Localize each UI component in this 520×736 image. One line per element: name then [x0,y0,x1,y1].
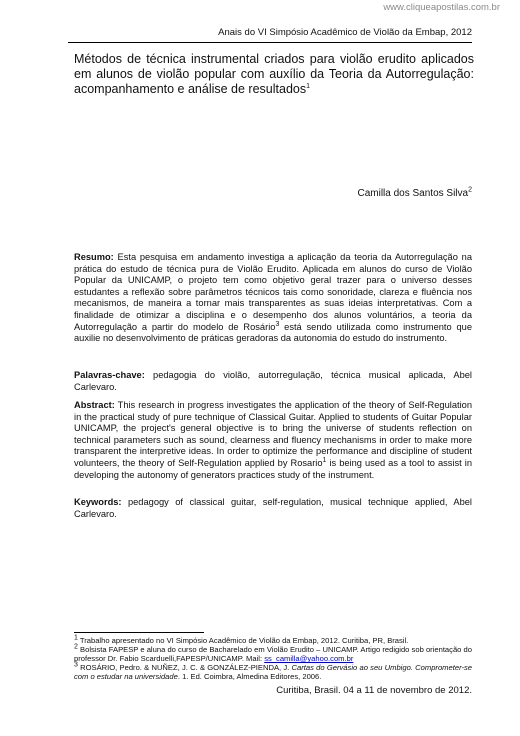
author-line [357,188,472,199]
watermark: www.cliqueapostilas.com.br [383,2,500,13]
footnote-2-number: 2 [74,643,78,651]
abstract-footnote-ref[interactable]: 1 [322,456,327,464]
footnote-3-italic-title: Cartas do Gervásio ao seu Umbigo. Comprometer-se com o estudar na universidade [74,663,473,682]
author-footnote-ref[interactable]: 2 [468,186,472,194]
keywords-text: pedagogy of classical guitar, self-regulation, musical technique applied, Abel Carlevaro. [74,497,472,519]
footnote-2 [74,645,472,663]
footnote-3 [74,663,472,681]
title-text: Métodos de técnica instrumental criados para violão erudito aplicados em alunos de violão popular com auxílio da Teoria da Autorregulação: acompanhamento e análise de resultados [74,52,474,96]
paper-title [74,52,474,97]
abstract-paragraph [74,400,472,481]
footnote-3-text-a: ROSÁRIO, Pedro. & NUÑEZ, J. C. & GONZÁLEZ-PIENDA, J. [77,663,292,673]
palavras-chave-paragraph [74,370,472,393]
abstract-text-a: This research in progress investigates the application of the theory of Self-Regulation in the practical study of pure technique of Classical Guitar. Applied to students of Guitar Popular UNICAMP, the project's general objective is to bring the universe of students reflection on technical parameters such as sound, clearness and fluency mechanisms in order to make more transparent the interpretive ideas. In order to optimize the performance and discipline of student volunteers, the theory of Self-Regulation applied by Rosario [74,400,472,468]
abstract-text-b: is being used as a tool to assist in developing the autonomy of generators practices study of the instrument. [74,457,472,480]
resumo-text-b: está sendo utilizada como instrumento que auxilie no desenvolvimento de práticas geradoras da autonomia do estudo do instrumento. [74,321,472,344]
resumo-footnote-ref[interactable]: 3 [275,320,280,328]
palavras-chave-text: pedagogia do violão, autorregulação, técnica musical aplicada, Abel Carlevaro. [74,370,472,392]
header-rule [68,42,472,43]
footnotes [74,636,472,681]
abstract-label: Abstract: [74,400,115,410]
footer-date: Curitiba, Brasil. 04 a 11 de novembro de 2012. [276,685,472,696]
footnote-2-email-link[interactable]: ss_camilla@yahoo.com.br [264,654,354,664]
footnote-2-text: Bolsista FAPESP e aluna do curso de Bacharelado em Violão Erudito – UNICAMP. Artigo redigido sob orientação do professor Dr. Fabio Scarduelli,FAPESP/UNICAMP. Mail: [74,645,472,664]
footnote-1-number: 1 [74,634,78,642]
footnote-3-text-b: . 1. Ed. Coimbra, Almedina Editores, 2006. [177,672,322,682]
resumo-label: Resumo: [74,252,114,262]
resumo-text-a: Esta pesquisa em andamento investiga a aplicação da teoria da Autorregulação na prática do estudo de técnica pura de Violão Erudito. Aplicada em alunos do curso de Violão Popular da UNICAMP, o projeto tem como objetivo geral trazer para o universo desses estudantes a reflexão sobre parâmetros técnicos tais como sonoridade, clareza e fluência nos mecanismos, de maneira a tornar mais transparentes as suas ideias interpretativas. Com a finalidade de otimizar a disciplina e o desempenho dos alunos voluntários, a teoria da Autorregulação a partir do modelo de Rosário [74,252,472,332]
footnote-rule [74,632,204,633]
palavras-chave-label: Palavras-chave: [74,370,145,380]
keywords-paragraph [74,497,472,520]
keywords-label: Keywords: [74,497,122,507]
resumo-paragraph [74,252,472,345]
footnote-3-number: 3 [74,661,78,669]
footnote-1-text: Trabalho apresentado no VI Simpósio Acadêmico de Violão da Embap, 2012. Curitiba, PR, Brasil. [77,636,409,645]
title-footnote-ref[interactable]: 1 [306,82,311,90]
running-head: Anais do VI Simpósio Acadêmico de Violão da Embap, 2012 [218,27,472,38]
footnote-1 [74,636,472,645]
author-name: Camilla dos Santos Silva [357,188,469,199]
